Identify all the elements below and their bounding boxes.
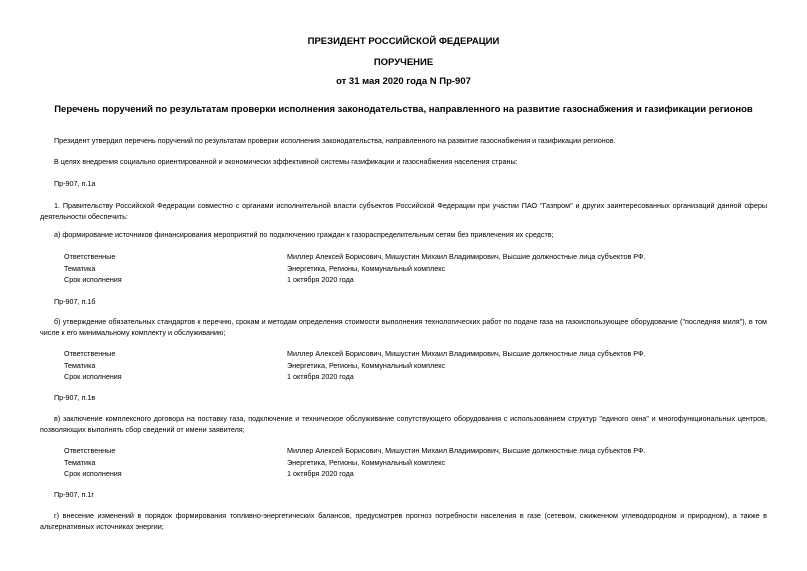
responsible-value: Миллер Алексей Борисович, Мишустин Михаил Владимирович, Высшие должностные лица субъектов РФ. [287,446,646,455]
deadline-label: Срок исполнения [64,469,122,478]
item-text: г) внесение изменений в порядок формирования топливно-энергетических балансов, предусмотрев прогноз потребности населения в газе (сетевом, сжиженном углеводородном и природном), а также в альтернативных источниках энергии; [40,511,767,531]
deadline-value: 1 октября 2020 года [287,372,354,381]
item-text: б) утверждение обязательных стандартов к перечню, срокам и методам определения стоимости выполнения технологических работ по подаче газа на газоиспользующее оборудование ("последняя миля"), в том числе к его минимальному комплекту и обслуживанию; [40,317,767,337]
responsible-label: Ответственные [64,349,116,358]
topics-label: Тематика [64,361,96,370]
issuer-heading: ПРЕЗИДЕНТ РОССИЙСКОЙ ФЕДЕРАЦИИ [307,36,500,47]
responsible-value: Миллер Алексей Борисович, Мишустин Михаил Владимирович, Высшие должностные лица субъектов РФ. [287,349,646,358]
item-text: 1. Правительству Российской Федерации совместно с органами исполнительной власти субъектов Российской Федерации при участии ПАО "Газпром" и других заинтересованных организаций данной сферы деятельности обеспечить: [40,201,767,221]
responsible-value: Миллер Алексей Борисович, Мишустин Михаил Владимирович, Высшие должностные лица субъектов РФ. [287,252,646,261]
topics-value: Энергетика, Регионы, Коммунальный комплекс [287,458,446,467]
responsible-label: Ответственные [64,446,116,455]
item-reference: Пр-907, п.1б [54,297,96,306]
intro-paragraph: В целях внедрения социально ориентированной и экономически эффективной системы газификации и газоснабжения населения страны: [54,157,518,166]
item-reference: Пр-907, п.1г [54,490,95,499]
deadline-label: Срок исполнения [64,275,122,284]
deadline-value: 1 октября 2020 года [287,469,354,478]
item-text: в) заключение комплексного договора на поставку газа, подключение и техническое обслуживание сопутствующего оборудования с использованием структур "единого окна" и многофункциональных центров, позволяющих выполнять сбор сведений от имени заявителя; [40,414,767,434]
document-date-heading: от 31 мая 2020 года N Пр-907 [336,76,471,87]
topics-label: Тематика [64,264,96,273]
deadline-value: 1 октября 2020 года [287,275,354,284]
topics-label: Тематика [64,458,96,467]
intro-paragraph: Президент утвердил перечень поручений по результатам проверки исполнения законодательства, направленного на развитие газоснабжения и газификации регионов. [54,136,616,145]
item-subtext: а) формирование источников финансирования мероприятий по подключению граждан к газораспределительным сетям без привлечения их средств; [54,230,554,239]
document-type-heading: ПОРУЧЕНИЕ [373,57,434,68]
item-reference: Пр-907, п.1в [54,393,96,402]
topics-value: Энергетика, Регионы, Коммунальный комплекс [287,361,446,370]
deadline-label: Срок исполнения [64,372,122,381]
document-title: Перечень поручений по результатам проверки исполнения законодательства, направленного на развитие газоснабжения и газификации регионов [54,104,753,115]
item-reference: Пр-907, п.1а [54,179,96,188]
topics-value: Энергетика, Регионы, Коммунальный комплекс [287,264,446,273]
responsible-label: Ответственные [64,252,116,261]
